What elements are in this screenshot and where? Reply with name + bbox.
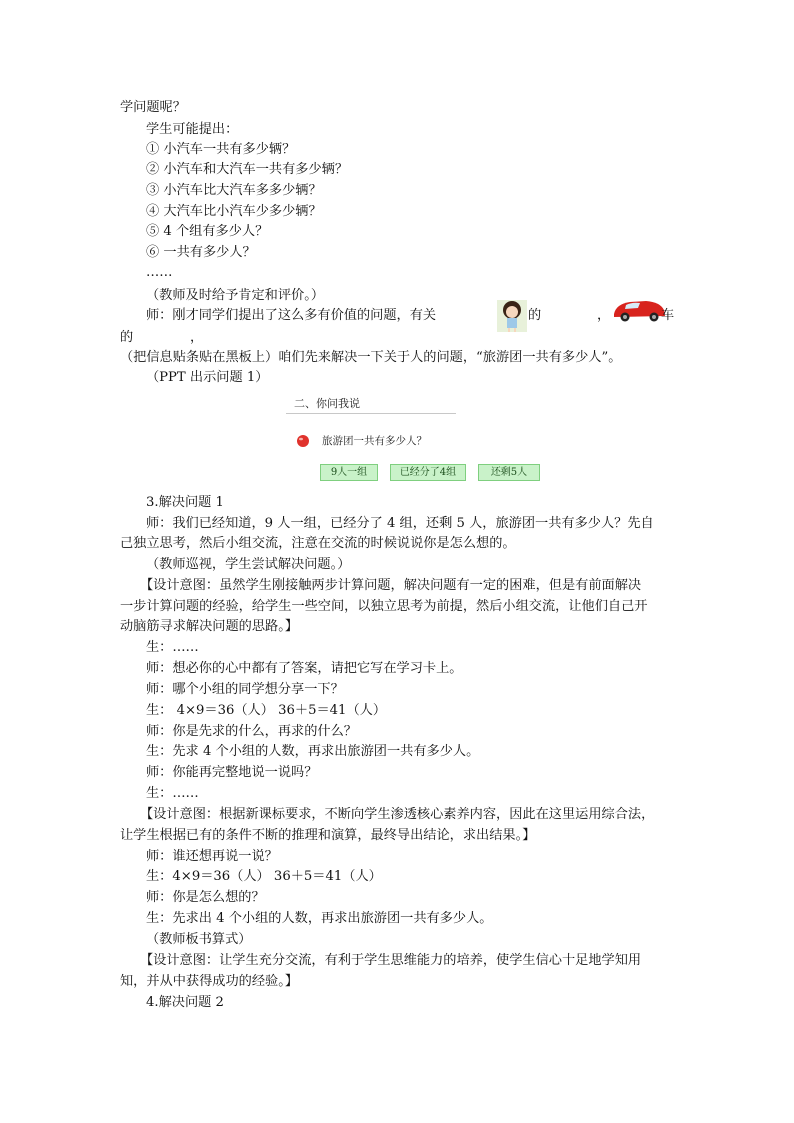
dialogue-line: 师：你是先求的什么，再求的什么？ [146, 724, 357, 739]
red-ball-icon [296, 433, 310, 447]
text-line: 己独立思考，然后小组交流，注意在交流的时候说说你是怎么想的。 [120, 536, 516, 551]
question-item: ③ 小汽车比大汽车多多少辆？ [146, 183, 322, 198]
design-intent: 动脑筋寻求解决问题的思路。】 [120, 619, 299, 634]
dialogue-line: 生：4×9＝36（人） 36＋5＝41（人） [146, 869, 382, 884]
text-line: （把信息贴条贴在黑板上）咱们先来解决一下关于人的问题，“旅游团一共有多少人”。 [120, 350, 622, 365]
dialogue-line: 师：想必你的心中都有了答案，请把它写在学习卡上。 [146, 661, 463, 676]
slide-divider [286, 413, 456, 414]
info-chip: 9人一组 [320, 464, 378, 481]
design-intent: 一步计算问题的经验，给学生一些空间，以独立思考为前提，然后小组交流，让他们自己开 [120, 599, 648, 614]
red-cartoon-car-icon [610, 296, 668, 324]
design-intent: 【设计意图：根据新课标要求，不断向学生渗透核心素养内容，因此在这里运用综合法， [140, 807, 655, 822]
text-line: 师：我们已经知道，9 人一组，已经分了 4 组，还剩 5 人，旅游团一共有多少人？先自 [146, 516, 654, 531]
info-chip: 还剩5人 [478, 464, 540, 481]
ppt-slide-figure [286, 393, 542, 485]
text-line: （教师巡视，学生尝试解决问题。） [146, 557, 351, 572]
section-heading: 3.解决问题 1 [146, 495, 224, 510]
dialogue-line: 生：先求出 4 个小组的人数，再求出旅游团一共有多少人。 [146, 911, 493, 926]
dialogue-line: 师：哪个小组的同学想分享一下？ [146, 682, 344, 697]
dialogue-line: 师：你是怎么想的？ [146, 890, 265, 905]
text-line: 学生可能提出： [146, 122, 239, 137]
design-intent: 【设计意图：虽然学生刚接触两步计算问题，解决问题有一定的困难，但是有前面解决 [140, 578, 642, 593]
design-intent: 【设计意图：让学生充分交流，有利于学生思维能力的培养，使学生信心十足地学知用 [140, 953, 642, 968]
question-item: ④ 大汽车比小汽车少多少辆？ [146, 204, 322, 219]
dialogue-line: 师：你能再完整地说一说吗？ [146, 765, 318, 780]
text-line: 师：刚才同学们提出了这么多有价值的问题，有关 [146, 308, 437, 323]
text-line: 车 [661, 308, 675, 323]
text-line: （教师及时给予肯定和评价。） [146, 288, 325, 303]
question-item: ② 小汽车和大汽车一共有多少辆？ [146, 162, 349, 177]
girl-cartoon-icon [497, 300, 527, 332]
dialogue-line: 生：…… [146, 786, 199, 801]
question-item: ⑥ 一共有多少人？ [146, 245, 256, 260]
ellipsis: …… [146, 265, 173, 280]
section-heading: 4.解决问题 2 [146, 995, 224, 1010]
slide-title: 二、你问我说 [294, 397, 360, 410]
dialogue-line: 生：先求 4 个小组的人数，再求出旅游团一共有多少人。 [146, 744, 480, 759]
dialogue-line: 生： 4×9＝36（人） 36＋5＝41（人） [146, 703, 387, 718]
text-line: ， [190, 330, 204, 345]
info-chip: 已经分了4组 [390, 464, 466, 481]
slide-question: 旅游团一共有多少人？ [322, 435, 427, 447]
dialogue-line: 生：…… [146, 640, 199, 655]
text-line: （PPT 出示问题 1） [146, 370, 269, 385]
text-line: 的 [120, 330, 134, 345]
text-line: 的 [528, 308, 542, 323]
question-item: ⑤ 4 个组有多少人？ [146, 224, 269, 239]
text-line: （教师板书算式） [146, 932, 252, 947]
dialogue-line: 师：谁还想再说一说？ [146, 849, 278, 864]
design-intent: 知，并从中获得成功的经验。】 [120, 974, 299, 989]
text-line: ， [597, 308, 611, 323]
question-item: ① 小汽车一共有多少辆？ [146, 142, 296, 157]
design-intent: 让学生根据已有的条件不断的推理和演算，最终导出结论，求出结果。】 [120, 828, 536, 843]
text-line: 学问题呢？ [120, 100, 186, 115]
